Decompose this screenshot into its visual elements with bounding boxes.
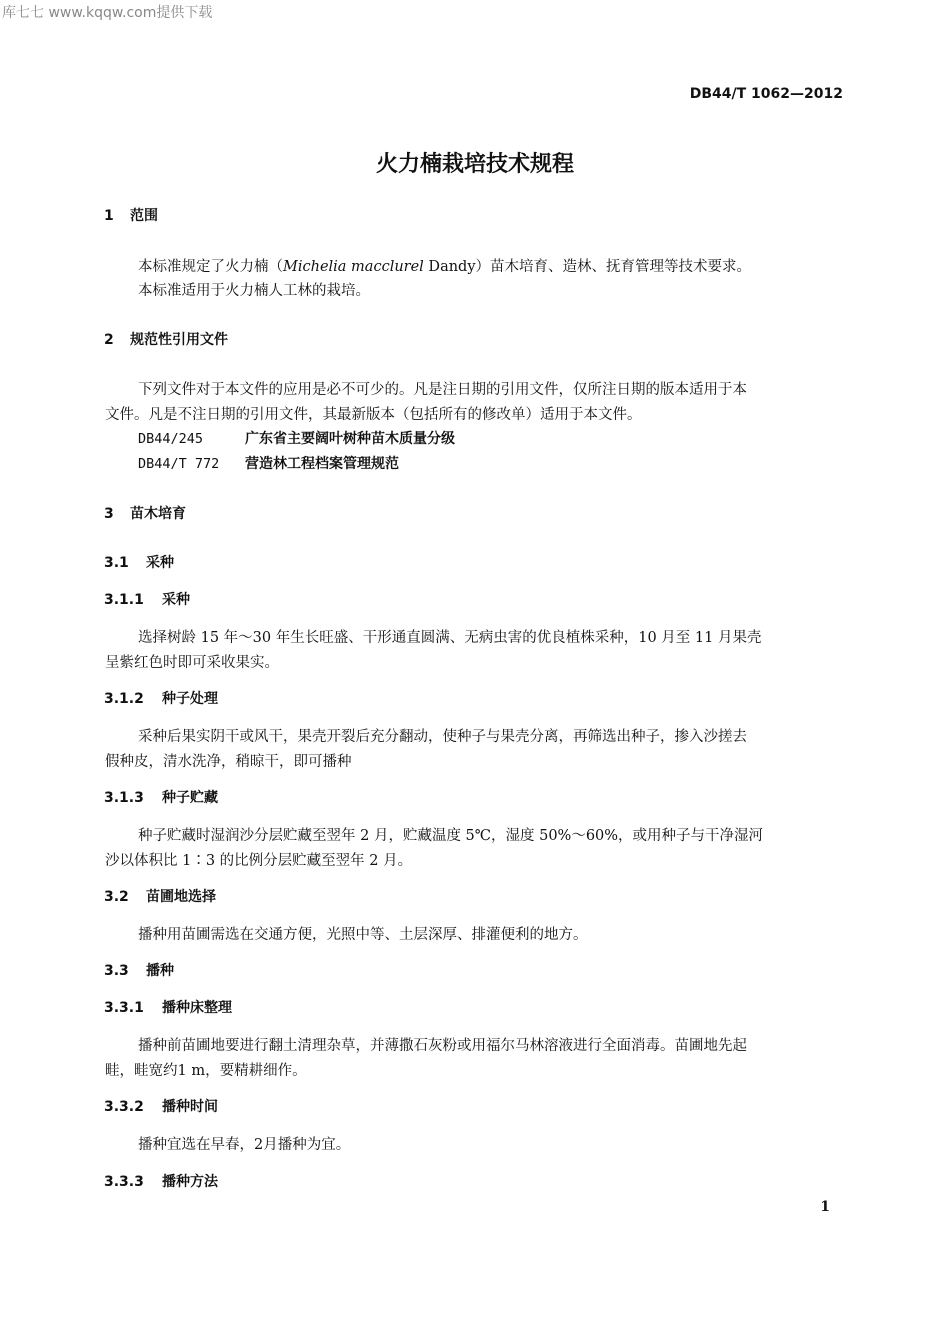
section-3-1-3-heading [104, 787, 218, 807]
section-3-1-2-heading [104, 688, 218, 708]
reference-code: DB44/245 [138, 431, 204, 447]
section-number: 3.3.2 [104, 1099, 144, 1115]
paragraph-line: 沙以体积比 1∶3 的比例分层贮藏至翌年 2 月。 [105, 853, 413, 869]
section-number: 3.1.2 [104, 691, 144, 707]
section-number: 3.1 [104, 555, 129, 571]
section-number: 3.3.1 [104, 1000, 144, 1016]
reference-code: DB44/T 772 [138, 456, 220, 472]
text-run: 本标准规定了火力楠（ [138, 259, 283, 275]
watermark-text: 库七七 www.kqqw.com提供下载 [2, 5, 213, 21]
section-2-paragraph-line-1: 下列文件对于本文件的应用是必不可少的。凡是注日期的引用文件，仅所注日期的版本适用于本 [138, 382, 747, 398]
section-3-3-3-heading [104, 1171, 218, 1191]
section-3-3-heading [104, 960, 174, 980]
section-2-heading [104, 329, 228, 349]
reference-item [138, 453, 399, 473]
text-run: Dandy）苗木培育、造林、抚育管理等技术要求。 [423, 259, 752, 275]
section-3-1-1-heading [104, 589, 190, 609]
section-title: 种子贮藏 [162, 790, 218, 806]
section-number: 3.2 [104, 889, 129, 905]
section-3-2-heading [104, 886, 216, 906]
section-3-heading [104, 503, 186, 523]
reference-title: 营造林工程档案管理规范 [245, 456, 399, 472]
section-1-heading [104, 205, 158, 225]
section-title: 范围 [130, 208, 158, 224]
paragraph-line: 种子贮藏时湿润沙分层贮藏至翌年 2 月，贮藏温度 5℃，湿度 50%～60%，或用种子与干净湿河 [138, 828, 764, 844]
section-title: 种子处理 [162, 691, 218, 707]
section-1-paragraph-1 [138, 255, 751, 276]
section-title: 苗木培育 [130, 506, 186, 522]
document-title: 火力楠栽培技术规程 [375, 152, 574, 177]
section-number: 1 [104, 208, 114, 224]
section-3-1-heading [104, 552, 174, 572]
reference-item [138, 428, 455, 448]
section-number: 3.1.3 [104, 790, 144, 806]
section-title: 播种时间 [162, 1099, 218, 1115]
section-title: 规范性引用文件 [130, 332, 228, 348]
section-title: 苗圃地选择 [146, 889, 216, 905]
paragraph-line: 畦，畦宽约1 m，要精耕细作。 [105, 1063, 307, 1079]
section-1-paragraph-2: 本标准适用于火力楠人工林的栽培。 [138, 283, 370, 299]
paragraph-line: 选择树龄 15 年～30 年生长旺盛、干形通直圆满、无病虫害的优良植株采种，10 月至 11 月果壳 [138, 630, 762, 646]
section-number: 3.3.3 [104, 1174, 144, 1190]
paragraph-line: 播种宜选在早春，2月播种为宜。 [138, 1137, 351, 1153]
section-2-paragraph-line-2: 文件。凡是不注日期的引用文件，其最新版本（包括所有的修改单）适用于本文件。 [105, 407, 642, 423]
paragraph-line: 播种用苗圃需选在交通方便，光照中等、土层深厚、排灌便利的地方。 [138, 927, 588, 943]
section-number: 3.1.1 [104, 592, 144, 608]
paragraph-line: 播种前苗圃地要进行翻土清理杂草，并薄撒石灰粉或用福尔马林溶液进行全面消毒。苗圃地先起 [138, 1038, 747, 1054]
section-3-3-2-heading [104, 1096, 218, 1116]
page-number: 1 [820, 1199, 830, 1215]
section-number: 2 [104, 332, 114, 348]
reference-title: 广东省主要阔叶树种苗木质量分级 [245, 431, 455, 447]
section-number: 3 [104, 506, 114, 522]
section-title: 播种方法 [162, 1174, 218, 1190]
section-3-3-1-heading [104, 997, 232, 1017]
section-title: 采种 [146, 555, 174, 571]
standard-code: DB44/T 1062—2012 [689, 86, 843, 102]
section-number: 3.3 [104, 963, 129, 979]
section-title: 采种 [162, 592, 190, 608]
section-title: 播种床整理 [162, 1000, 232, 1016]
paragraph-line: 呈紫红色时即可采收果实。 [105, 655, 279, 671]
paragraph-line: 采种后果实阴干或风干，果壳开裂后充分翻动，使种子与果壳分离，再筛选出种子，掺入沙搓去 [138, 729, 747, 745]
paragraph-line: 假种皮，清水洗净，稍晾干，即可播种 [105, 754, 352, 770]
latin-name: Michelia macclurel [283, 259, 424, 275]
section-title: 播种 [146, 963, 174, 979]
